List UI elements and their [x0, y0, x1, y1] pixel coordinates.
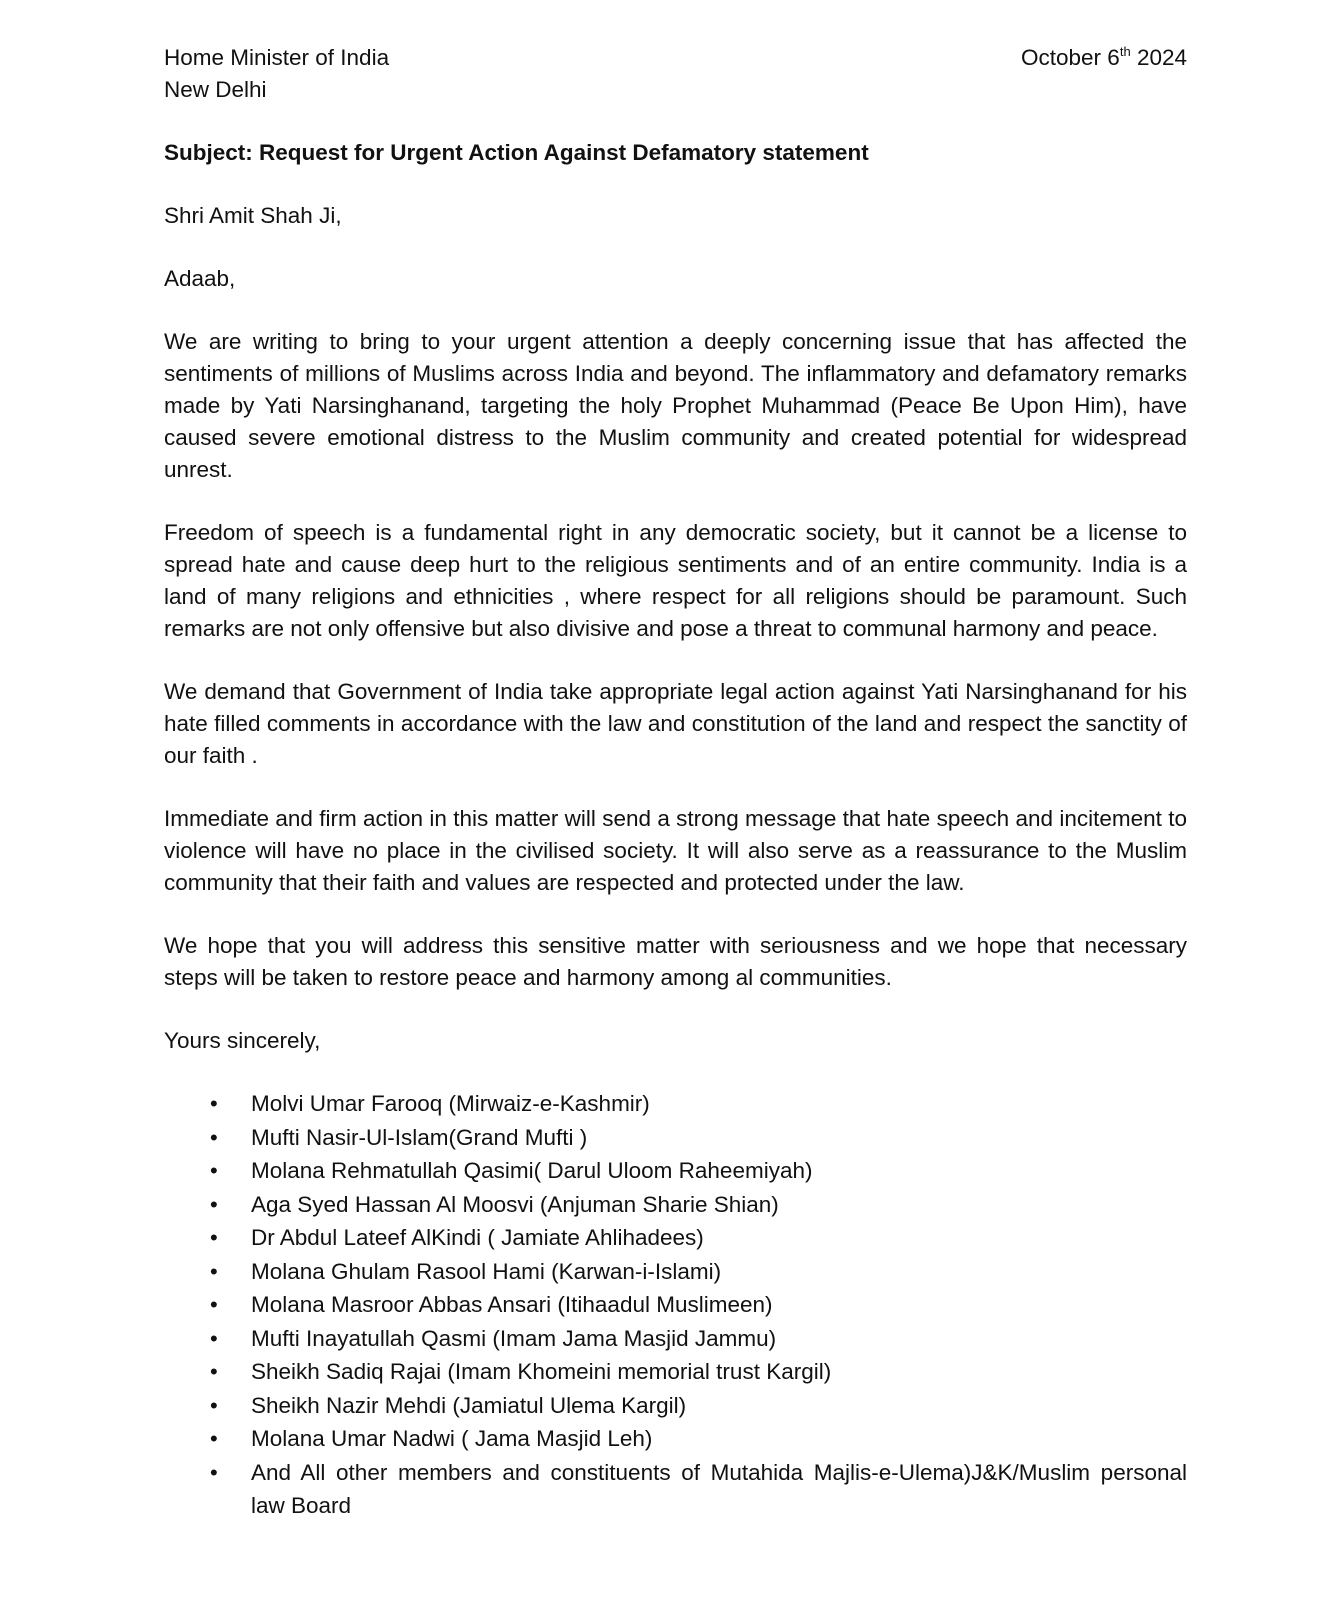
bullet-icon: • — [210, 1191, 218, 1217]
date-day: October 6 — [1021, 45, 1120, 70]
letter-header — [164, 42, 1187, 106]
bullet-icon: • — [210, 1124, 218, 1150]
bullet-icon: • — [210, 1392, 218, 1418]
recipient-city: New Delhi — [164, 77, 267, 102]
signatory-name: Mufti Inayatullah Qasmi (Imam Jama Masjid Jammu) — [251, 1325, 777, 1351]
bullet-icon: • — [210, 1225, 218, 1250]
recipient-title: Home Minister of India — [164, 45, 390, 70]
signatory-name: Molvi Umar Farooq (Mirwaiz-e-Kashmir) — [251, 1091, 650, 1116]
bullet-icon: • — [210, 1359, 218, 1384]
signatory-name: Aga Syed Hassan Al Moosvi (Anjuman Sharie Shian) — [251, 1191, 779, 1217]
signatory-name: Sheikh Sadiq Rajai (Imam Khomeini memorial trust Kargil) — [251, 1359, 832, 1384]
signatory-name: And All other members and constituents of Mutahida Majlis-e-Ulema)J&K/Muslim personal law Board — [251, 1459, 1187, 1518]
greeting: Adaab, — [164, 266, 236, 291]
list-item — [164, 1288, 1187, 1322]
salutation: Shri Amit Shah Ji, — [164, 203, 342, 228]
list-item — [164, 1255, 1187, 1289]
body-paragraph: We are writing to bring to your urgent attention a deeply concerning issue that has affected the sentiments of millions of Muslims across India and beyond. The inflammatory and defamatory remarks made by Yati Narsinghanand, targeting the holy Prophet Muhammad (Peace Be Upon Him), have caused severe emotional distress to the Muslim community and created potential for widespread unrest. — [164, 329, 1187, 482]
bullet-icon: • — [210, 1459, 218, 1485]
body-paragraph: Freedom of speech is a fundamental right in any democratic society, but it cannot be a license to spread hate and cause deep hurt to the religious sentiments and of an entire community. India is a land of many religions and ethnicities , where respect for all religions should be paramount. Such remarks are not only offensive but also divisive and pose a threat to communal harmony and peace. — [164, 520, 1187, 641]
signatory-name: Molana Umar Nadwi ( Jama Masjid Leh) — [251, 1426, 653, 1451]
bullet-icon: • — [210, 1091, 218, 1116]
list-item — [164, 1422, 1187, 1456]
subject-line: Subject: Request for Urgent Action Against Defamatory statement — [164, 140, 869, 165]
list-item — [164, 1389, 1187, 1423]
list-item — [164, 1087, 1187, 1121]
date-suffix: th — [1119, 44, 1131, 59]
list-item — [164, 1154, 1187, 1188]
bullet-icon: • — [210, 1258, 218, 1284]
recipient-address — [164, 42, 389, 106]
signatories-list — [164, 1087, 1187, 1523]
bullet-icon: • — [210, 1158, 218, 1183]
list-item — [164, 1221, 1187, 1255]
bullet-icon: • — [210, 1426, 218, 1451]
bullet-icon: • — [210, 1292, 218, 1317]
list-item — [164, 1355, 1187, 1389]
list-item — [164, 1322, 1187, 1356]
signatory-name: Dr Abdul Lateef AlKindi ( Jamiate Ahlihadees) — [251, 1225, 704, 1250]
letter-page — [164, 42, 1187, 1523]
signatory-name: Molana Masroor Abbas Ansari (Itihaadul Muslimeen) — [251, 1292, 773, 1317]
body-paragraph: Immediate and firm action in this matter will send a strong message that hate speech and incitement to violence will have no place in the civilised society. It will also serve as a reassurance to the Muslim community that their faith and values are respected and protected under the law. — [164, 806, 1187, 895]
closing: Yours sincerely, — [164, 1028, 321, 1053]
signatory-name: Molana Rehmatullah Qasimi( Darul Uloom Raheemiyah) — [251, 1158, 813, 1183]
signatory-name: Molana Ghulam Rasool Hami (Karwan-i-Islami) — [251, 1258, 722, 1284]
date-year: 2024 — [1136, 45, 1187, 70]
list-item — [164, 1456, 1187, 1523]
signatory-name: Sheikh Nazir Mehdi (Jamiatul Ulema Kargil) — [251, 1392, 687, 1418]
bullet-icon: • — [210, 1325, 218, 1351]
list-item — [164, 1188, 1187, 1222]
letter-date — [1021, 42, 1187, 74]
body-paragraph: We demand that Government of India take appropriate legal action against Yati Narsinghanand for his hate filled comments in accordance with the law and constitution of the land and respect the sanctity of our faith . — [164, 679, 1187, 768]
body-paragraph: We hope that you will address this sensitive matter with seriousness and we hope that necessary steps will be taken to restore peace and harmony among al communities. — [164, 933, 1187, 990]
signatory-name: Mufti Nasir-Ul-Islam(Grand Mufti ) — [251, 1124, 588, 1150]
list-item — [164, 1121, 1187, 1155]
